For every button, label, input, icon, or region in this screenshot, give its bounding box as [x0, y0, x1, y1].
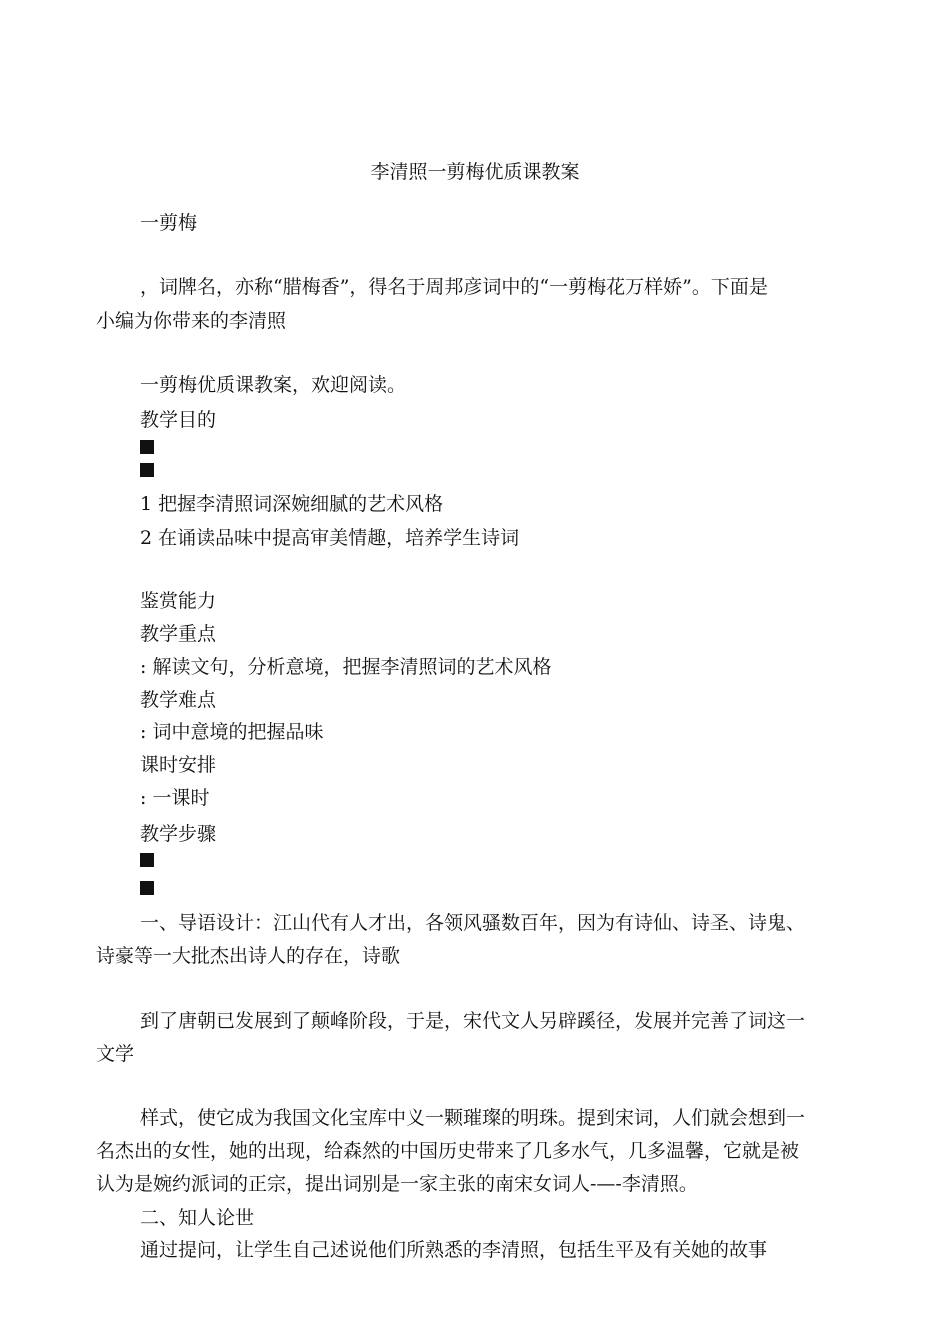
bullet-square-icon [140, 881, 154, 895]
key-heading: 教学重点 [140, 623, 217, 645]
paragraph-line: 样式，使它成为我国文化宝库中义一颗璀璨的明珠。提到宋词，人们就会想到一 [140, 1107, 806, 1129]
paragraph-line: 名杰出的女性，她的出现，给森然的中国历史带来了几多水气，几多温馨，它就是被 [96, 1140, 800, 1162]
document-title: 李清照一剪梅优质课教案 [370, 161, 580, 183]
goal-item: 1 把握李清照词深婉细腻的艺术风格 [140, 493, 444, 515]
section-heading: 二、知人论世 [140, 1207, 255, 1229]
goals-heading: 教学目的 [140, 409, 217, 431]
steps-heading: 教学步骤 [140, 823, 217, 845]
paragraph-line: 文学 [96, 1043, 135, 1065]
schedule-heading: 课时安排 [140, 754, 217, 776]
bullet-square-icon [140, 853, 154, 867]
paragraph-line: 一、导语设计：江山代有人才出，各领风骚数百年，因为有诗仙、诗圣、诗鬼、 [140, 912, 806, 934]
paragraph-line: 小编为你带来的李清照 [96, 310, 287, 332]
schedule-text: : 一课时 [140, 787, 210, 809]
paragraph-line: ，词牌名，亦称“腊梅香”，得名于周邦彦词中的“一剪梅花万样娇”。下面是 [140, 276, 768, 298]
goal-item: 2 在诵读品味中提高审美情趣，培养学生诗词 [140, 527, 520, 549]
paragraph-line: 一剪梅优质课教案，欢迎阅读。 [140, 374, 407, 396]
difficult-text: : 词中意境的把握品味 [140, 721, 324, 743]
section-heading: 一剪梅 [140, 212, 198, 234]
bullet-square-icon [140, 440, 154, 454]
goal-item-continued: 鉴赏能力 [140, 590, 217, 612]
paragraph-line: 认为是婉约派词的正宗，提出词别是一家主张的南宋女词人-—-李清照。 [96, 1173, 698, 1195]
paragraph-line: 到了唐朝已发展到了颠峰阶段，于是，宋代文人另辟蹊径，发展并完善了词这一 [140, 1010, 806, 1032]
difficult-heading: 教学难点 [140, 689, 217, 711]
bullet-square-icon [140, 463, 154, 477]
paragraph-line: 通过提问，让学生自己述说他们所熟悉的李清照，包括生平及有关她的故事 [140, 1239, 768, 1261]
key-text: : 解读文句，分析意境，把握李清照词的艺术风格 [140, 656, 552, 678]
paragraph-line: 诗豪等一大批杰出诗人的存在，诗歌 [96, 945, 401, 967]
